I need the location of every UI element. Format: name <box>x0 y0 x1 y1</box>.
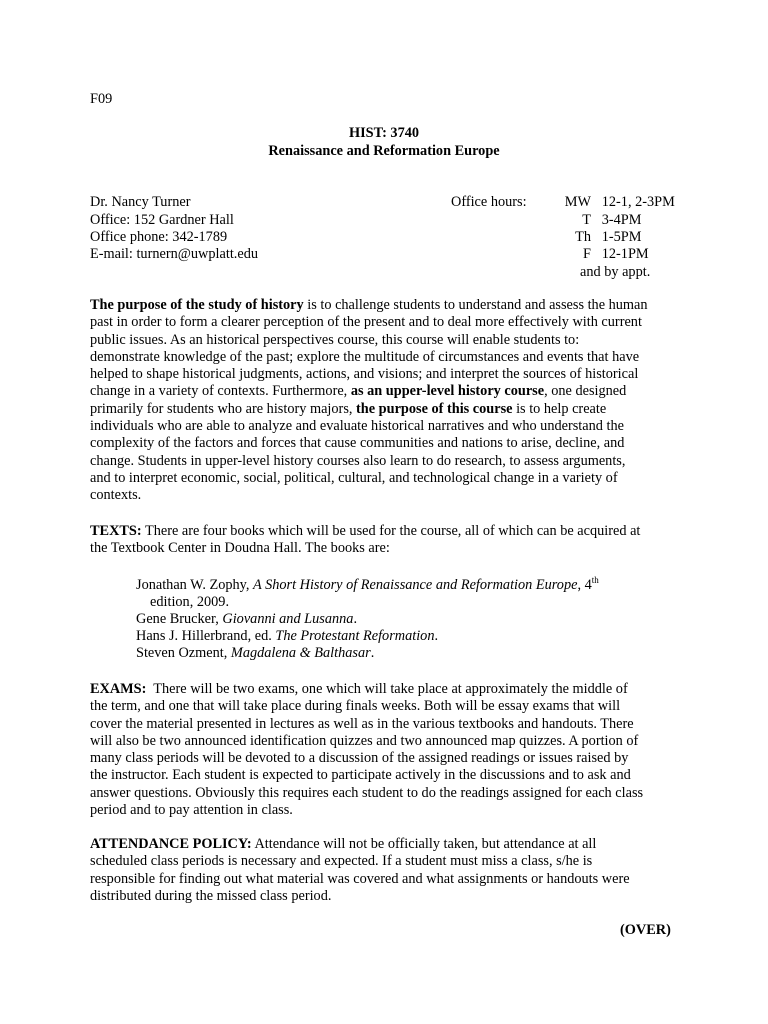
office-hours-time: 3-4PM <box>601 212 642 228</box>
bold-phrase: The purpose of the study of history <box>90 297 304 313</box>
document-code: F09 <box>90 91 113 107</box>
office-hours-day: F <box>583 246 591 262</box>
paragraph-line: past in order to form a clearer perception of the present and to deal more effectively with current <box>90 314 642 331</box>
paragraph-line: scheduled class periods is necessary and expected. If a student must miss a class, s/he is <box>90 853 593 870</box>
office-hours-row <box>551 212 641 229</box>
instructor-phone: Office phone: 342-1789 <box>90 229 228 245</box>
paragraph-line: The purpose of the study of history is to challenge students to understand and assess the human <box>90 297 648 313</box>
exams-paragraph <box>90 681 690 819</box>
book-title: A Short History of Renaissance and Reformation Europe <box>253 577 578 593</box>
instructor-email: E-mail: turnern@uwplatt.edu <box>90 246 259 262</box>
texts-paragraph <box>90 523 690 558</box>
paragraph-line: many class periods will be devoted to a discussion of the assigned readings or issues raised by <box>90 750 629 767</box>
paragraph-line: ATTENDANCE POLICY: Attendance will not be officially taken, but attendance at all <box>90 836 597 852</box>
office-hours-day: T <box>582 212 591 228</box>
paragraph-line: cover the material presented in lectures as well as in the various textbooks and handouts. There <box>90 715 634 732</box>
office-hours-time: 12-1PM <box>601 246 649 262</box>
paragraph-line: helped to shape historical judgments, actions, and visions; and interpret the sources of historical <box>90 366 639 383</box>
book-title: Magdalena & Balthasar <box>230 645 371 661</box>
book-item: Jonathan W. Zophy, A Short History of Renaissance and Reformation Europe, 4th <box>136 575 599 593</box>
book-item: Gene Brucker, Giovanni and Lusanna. <box>136 611 358 627</box>
purpose-paragraph <box>90 297 690 505</box>
paragraph-line: responsible for finding out what material was covered and what assignments or handouts were <box>90 870 630 887</box>
section-heading: TEXTS: <box>90 523 142 539</box>
paragraph-line: the Textbook Center in Doudna Hall. The books are: <box>90 540 390 557</box>
paragraph-line: TEXTS: There are four books which will be used for the course, all of which can be acquired at <box>90 523 641 539</box>
office-hours-time: 1-5PM <box>601 229 642 245</box>
paragraph-line: contexts. <box>90 487 142 504</box>
office-hours-day: Th <box>575 229 591 245</box>
instructor-office: Office: 152 Gardner Hall <box>90 212 234 228</box>
office-hours-label: Office hours: <box>451 194 527 210</box>
bold-phrase: as an upper-level history course <box>350 383 545 400</box>
paragraph-line: public issues. As an historical perspectives course, this course will enable students to: <box>90 331 580 348</box>
paragraph-line: period and to pay attention in class. <box>90 802 293 819</box>
over-note: (OVER) <box>620 922 671 938</box>
paragraph-line: answer questions. Obviously this requires each student to do the readings assigned for each class <box>90 784 644 801</box>
course-title: Renaissance and Reformation Europe <box>268 143 500 159</box>
book-item: Hans J. Hillerbrand, ed. The Protestant Reformation. <box>136 628 439 644</box>
paragraph-line: primarily for students who are history majors, the purpose of this course is to help create <box>90 400 607 417</box>
paragraph-line: individuals who are able to analyze and evaluate historical narratives and who understand the <box>90 418 624 435</box>
paragraph-line: demonstrate knowledge of the past; explore the multitude of circumstances and events that have <box>90 348 640 365</box>
course-number: HIST: 3740 <box>348 125 420 141</box>
bold-phrase: the purpose of this course <box>356 400 513 417</box>
paragraph-line: and to interpret economic, social, political, cultural, and technological change in a variety of <box>90 469 618 486</box>
office-hours-extra: and by appt. <box>580 264 651 280</box>
office-hours-time: 12-1, 2-3PM <box>601 194 675 210</box>
paragraph-line: complexity of the factors and forces that cause communities and nations to arise, decline, and <box>90 435 625 452</box>
paragraph-line: change in a variety of contexts. Furthermore, as an upper-level history course, one designed <box>90 383 627 400</box>
paragraph-line: distributed during the missed class period. <box>90 887 332 904</box>
section-heading: EXAMS: <box>90 681 147 697</box>
paragraph-line: will also be two announced identification quizzes and two announced map quizzes. A portion of <box>90 732 639 749</box>
section-heading: ATTENDANCE POLICY: <box>90 836 252 852</box>
paragraph-line: EXAMS: There will be two exams, one which will take place at approximately the middle of <box>90 681 628 697</box>
instructor-name: Dr. Nancy Turner <box>90 194 191 210</box>
office-hours-row <box>551 229 641 246</box>
office-hours-row <box>551 194 675 211</box>
book-item-continued: edition, 2009. <box>150 594 230 610</box>
office-hours-row <box>551 246 649 263</box>
office-hours-day: MW <box>564 194 591 210</box>
paragraph-line: change. Students in upper-level history courses also learn to do research, to assess arguments, <box>90 452 626 469</box>
attendance-paragraph <box>90 836 690 905</box>
book-title: Giovanni and Lusanna <box>222 611 354 627</box>
paragraph-line: the term, and one that will take place during finals weeks. Both will be essay exams that will <box>90 698 621 715</box>
book-item: Steven Ozment, Magdalena & Balthasar. <box>136 645 375 661</box>
book-title: The Protestant Reformation <box>275 628 435 644</box>
paragraph-line: the instructor. Each student is expected to participate actively in the discussions and to ask and <box>90 767 631 784</box>
